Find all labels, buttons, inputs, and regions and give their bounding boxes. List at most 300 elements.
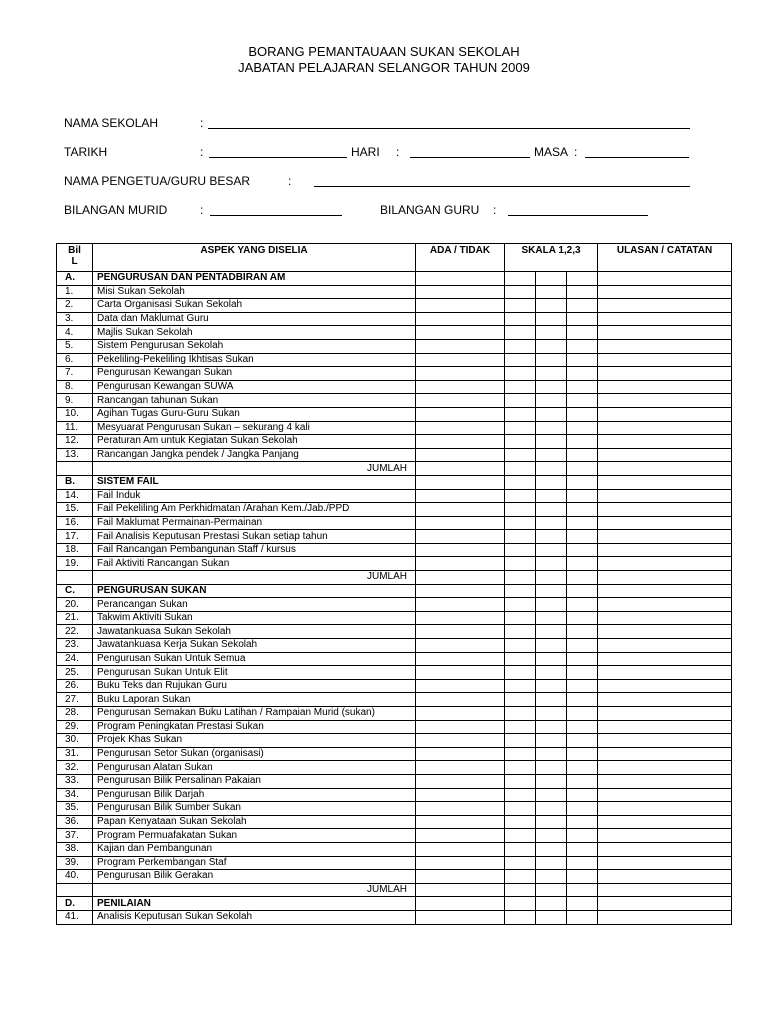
skala-2-cell[interactable] [536,693,567,707]
item-number: 12. [57,435,93,449]
item-aspect: Data dan Maklumat Guru [93,312,416,326]
ada-tidak-cell[interactable] [416,856,505,870]
skala-1-cell[interactable] [505,380,536,394]
skala-1-cell[interactable] [505,516,536,530]
skala-1-cell[interactable] [505,571,536,585]
ulasan-cell[interactable] [598,625,732,639]
item-number: 39. [57,856,93,870]
ulasan-cell[interactable] [598,543,732,557]
item-aspect: Pengurusan Bilik Persalinan Pakaian [93,774,416,788]
table-row [57,435,732,449]
nama-pengetua-field[interactable] [314,186,690,187]
skala-1-cell[interactable] [505,435,536,449]
ada-tidak-cell[interactable] [416,462,505,476]
ulasan-cell[interactable] [598,910,732,924]
skala-1-cell[interactable] [505,557,536,571]
skala-3-cell[interactable] [567,707,598,721]
ada-tidak-cell[interactable] [416,571,505,585]
skala-2-cell[interactable] [536,435,567,449]
skala-3-cell[interactable] [567,584,598,598]
skala-2-cell[interactable] [536,421,567,435]
skala-3-cell[interactable] [567,788,598,802]
ada-tidak-cell[interactable] [416,761,505,775]
skala-1-cell[interactable] [505,394,536,408]
skala-3-cell[interactable] [567,598,598,612]
ulasan-cell[interactable] [598,435,732,449]
item-aspect: Pengurusan Sukan Untuk Elit [93,666,416,680]
ulasan-cell[interactable] [598,707,732,721]
ulasan-header: ULASAN / CATATAN [598,244,732,272]
ada-tidak-cell[interactable] [416,530,505,544]
ada-tidak-cell[interactable] [416,312,505,326]
ada-tidak-cell[interactable] [416,557,505,571]
skala-2-cell[interactable] [536,611,567,625]
skala-1-cell[interactable] [505,503,536,517]
skala-1-cell[interactable] [505,693,536,707]
ada-tidak-cell[interactable] [416,870,505,884]
skala-2-cell[interactable] [536,761,567,775]
skala-2-cell[interactable] [536,910,567,924]
skala-3-cell[interactable] [567,639,598,653]
ulasan-cell[interactable] [598,326,732,340]
item-number: 17. [57,530,93,544]
skala-2-cell[interactable] [536,625,567,639]
skala-1-cell[interactable] [505,815,536,829]
skala-1-cell[interactable] [505,285,536,299]
skala-2-cell[interactable] [536,353,567,367]
skala-2-cell[interactable] [536,339,567,353]
skala-1-cell[interactable] [505,802,536,816]
skala-1-cell[interactable] [505,462,536,476]
skala-3-cell[interactable] [567,679,598,693]
skala-3-cell[interactable] [567,530,598,544]
skala-2-cell[interactable] [536,856,567,870]
item-aspect: Fail Pekeliling Am Perkhidmatan /Arahan Kem./Jab./PPD [93,503,416,517]
ada-tidak-cell[interactable] [416,326,505,340]
ada-tidak-cell[interactable] [416,625,505,639]
ulasan-cell[interactable] [598,272,732,286]
skala-2-cell[interactable] [536,462,567,476]
ada-tidak-cell[interactable] [416,435,505,449]
skala-3-cell[interactable] [567,326,598,340]
item-aspect: Program Peningkatan Prestasi Sukan [93,720,416,734]
skala-1-cell[interactable] [505,353,536,367]
skala-2-cell[interactable] [536,774,567,788]
skala-1-cell[interactable] [505,339,536,353]
ulasan-cell[interactable] [598,339,732,353]
skala-1-cell[interactable] [505,734,536,748]
ulasan-cell[interactable] [598,802,732,816]
table-row [57,625,732,639]
ulasan-cell[interactable] [598,285,732,299]
skala-2-cell[interactable] [536,380,567,394]
ada-tidak-cell[interactable] [416,679,505,693]
ada-tidak-cell[interactable] [416,285,505,299]
skala-2-cell[interactable] [536,394,567,408]
ulasan-cell[interactable] [598,557,732,571]
skala-1-cell[interactable] [505,598,536,612]
bilangan-guru-field[interactable] [508,215,648,216]
skala-3-cell[interactable] [567,503,598,517]
skala-1-cell[interactable] [505,883,536,897]
item-aspect: Fail Maklumat Permainan-Permainan [93,516,416,530]
form-header [0,44,768,76]
skala-3-cell[interactable] [567,516,598,530]
ulasan-cell[interactable] [598,380,732,394]
ulasan-cell[interactable] [598,883,732,897]
ada-tidak-cell[interactable] [416,897,505,911]
skala-1-cell[interactable] [505,856,536,870]
skala-1-cell[interactable] [505,326,536,340]
ulasan-cell[interactable] [598,421,732,435]
bilangan-murid-field[interactable] [210,215,342,216]
skala-2-cell[interactable] [536,503,567,517]
ulasan-cell[interactable] [598,394,732,408]
ada-tidak-cell[interactable] [416,747,505,761]
skala-2-cell[interactable] [536,367,567,381]
item-number: 5. [57,339,93,353]
skala-1-cell[interactable] [505,720,536,734]
ada-tidak-header: ADA / TIDAK [416,244,505,272]
table-row [57,788,732,802]
masa-field[interactable] [585,157,689,158]
item-aspect: Pengurusan Bilik Sumber Sukan [93,802,416,816]
skala-1-cell[interactable] [505,421,536,435]
ulasan-cell[interactable] [598,788,732,802]
table-row [57,652,732,666]
ada-tidak-cell[interactable] [416,611,505,625]
skala-2-cell[interactable] [536,747,567,761]
skala-2-cell[interactable] [536,883,567,897]
skala-2-cell[interactable] [536,448,567,462]
skala-1-cell[interactable] [505,829,536,843]
ada-tidak-cell[interactable] [416,584,505,598]
ulasan-cell[interactable] [598,448,732,462]
ulasan-cell[interactable] [598,679,732,693]
ada-tidak-cell[interactable] [416,367,505,381]
skala-1-cell[interactable] [505,407,536,421]
ada-tidak-cell[interactable] [416,380,505,394]
skala-2-cell[interactable] [536,734,567,748]
skala-3-cell[interactable] [567,462,598,476]
skala-2-cell[interactable] [536,788,567,802]
skala-3-cell[interactable] [567,856,598,870]
skala-1-cell[interactable] [505,707,536,721]
skala-3-cell[interactable] [567,557,598,571]
item-number: 22. [57,625,93,639]
item-number: 37. [57,829,93,843]
ada-tidak-cell[interactable] [416,910,505,924]
colon: : [200,116,204,130]
skala-3-cell[interactable] [567,435,598,449]
skala-3-cell[interactable] [567,367,598,381]
skala-1-cell[interactable] [505,679,536,693]
skala-3-cell[interactable] [567,448,598,462]
item-aspect: Fail Aktiviti Rancangan Sukan [93,557,416,571]
ulasan-cell[interactable] [598,693,732,707]
skala-3-cell[interactable] [567,652,598,666]
ada-tidak-cell[interactable] [416,272,505,286]
item-number: 24. [57,652,93,666]
ulasan-cell[interactable] [598,815,732,829]
skala-2-cell[interactable] [536,312,567,326]
table-row [57,639,732,653]
skala-2-cell[interactable] [536,299,567,313]
skala-2-cell[interactable] [536,666,567,680]
ulasan-cell[interactable] [598,829,732,843]
ada-tidak-cell[interactable] [416,802,505,816]
item-number: 2. [57,299,93,313]
item-aspect: Perancangan Sukan [93,598,416,612]
tarikh-label: TARIKH [64,145,108,159]
skala-2-cell[interactable] [536,543,567,557]
ada-tidak-cell[interactable] [416,720,505,734]
item-aspect: Fail Induk [93,489,416,503]
skala-1-cell[interactable] [505,747,536,761]
ulasan-cell[interactable] [598,842,732,856]
skala-1-cell[interactable] [505,897,536,911]
skala-2-cell[interactable] [536,489,567,503]
skala-2-cell[interactable] [536,679,567,693]
table-row [57,448,732,462]
skala-3-cell[interactable] [567,897,598,911]
ulasan-cell[interactable] [598,734,732,748]
skala-2-cell[interactable] [536,842,567,856]
skala-2-cell[interactable] [536,815,567,829]
ada-tidak-cell[interactable] [416,707,505,721]
ulasan-cell[interactable] [598,312,732,326]
ulasan-cell[interactable] [598,747,732,761]
skala-2-cell[interactable] [536,897,567,911]
skala-3-cell[interactable] [567,802,598,816]
skala-3-cell[interactable] [567,829,598,843]
skala-1-cell[interactable] [505,543,536,557]
ada-tidak-cell[interactable] [416,353,505,367]
ada-tidak-cell[interactable] [416,448,505,462]
skala-2-cell[interactable] [536,475,567,489]
item-aspect: Pengurusan Bilik Darjah [93,788,416,802]
ulasan-cell[interactable] [598,666,732,680]
ada-tidak-cell[interactable] [416,407,505,421]
section-letter: A. [57,272,93,286]
skala-1-cell[interactable] [505,611,536,625]
ada-tidak-cell[interactable] [416,475,505,489]
skala-1-cell[interactable] [505,761,536,775]
ulasan-cell[interactable] [598,299,732,313]
skala-1-cell[interactable] [505,299,536,313]
ada-tidak-cell[interactable] [416,842,505,856]
section-letter: C. [57,584,93,598]
skala-2-cell[interactable] [536,802,567,816]
ulasan-cell[interactable] [598,353,732,367]
skala-3-cell[interactable] [567,339,598,353]
skala-2-cell[interactable] [536,285,567,299]
skala-3-cell[interactable] [567,842,598,856]
item-number: 25. [57,666,93,680]
table-row [57,421,732,435]
nama-sekolah-field[interactable] [208,128,690,129]
skala-3-cell[interactable] [567,489,598,503]
ulasan-cell[interactable] [598,870,732,884]
item-number: 3. [57,312,93,326]
ada-tidak-cell[interactable] [416,774,505,788]
skala-3-cell[interactable] [567,394,598,408]
skala-3-cell[interactable] [567,870,598,884]
skala-1-cell[interactable] [505,475,536,489]
ada-tidak-cell[interactable] [416,788,505,802]
skala-1-cell[interactable] [505,367,536,381]
skala-3-cell[interactable] [567,421,598,435]
skala-2-cell[interactable] [536,652,567,666]
ada-tidak-cell[interactable] [416,883,505,897]
item-aspect: Analisis Keputusan Sukan Sekolah [93,910,416,924]
jumlah-label: JUMLAH [93,571,416,585]
skala-3-cell[interactable] [567,543,598,557]
skala-3-cell[interactable] [567,611,598,625]
ulasan-cell[interactable] [598,774,732,788]
skala-1-cell[interactable] [505,639,536,653]
ulasan-cell[interactable] [598,598,732,612]
ada-tidak-cell[interactable] [416,503,505,517]
item-aspect: Pekeliling-Pekeliling Ikhtisas Sukan [93,353,416,367]
form-title-line-2: JABATAN PELAJARAN SELANGOR TAHUN 2009 [238,60,530,75]
ulasan-cell[interactable] [598,462,732,476]
skala-1-cell[interactable] [505,312,536,326]
bilangan-guru-label: BILANGAN GURU [380,203,480,217]
ada-tidak-cell[interactable] [416,829,505,843]
ulasan-cell[interactable] [598,761,732,775]
skala-1-cell[interactable] [505,842,536,856]
skala-1-cell[interactable] [505,666,536,680]
ada-tidak-cell[interactable] [416,516,505,530]
ada-tidak-cell[interactable] [416,598,505,612]
jumlah-label: JUMLAH [93,462,416,476]
table-row [57,516,732,530]
skala-1-cell[interactable] [505,625,536,639]
skala-3-cell[interactable] [567,285,598,299]
ada-tidak-cell[interactable] [416,652,505,666]
item-number: 15. [57,503,93,517]
ada-tidak-cell[interactable] [416,394,505,408]
skala-3-cell[interactable] [567,815,598,829]
ulasan-cell[interactable] [598,611,732,625]
skala-3-cell[interactable] [567,625,598,639]
ada-tidak-cell[interactable] [416,543,505,557]
skala-1-cell[interactable] [505,774,536,788]
ada-tidak-cell[interactable] [416,666,505,680]
section-title: PENILAIAN [93,897,416,911]
hari-label: HARI [351,145,380,159]
ada-tidak-cell[interactable] [416,489,505,503]
item-aspect: Sistem Pengurusan Sekolah [93,339,416,353]
skala-2-cell[interactable] [536,530,567,544]
skala-2-cell[interactable] [536,557,567,571]
skala-3-cell[interactable] [567,475,598,489]
skala-3-cell[interactable] [567,910,598,924]
ulasan-cell[interactable] [598,489,732,503]
skala-3-cell[interactable] [567,272,598,286]
ada-tidak-cell[interactable] [416,639,505,653]
ada-tidak-cell[interactable] [416,299,505,313]
skala-3-cell[interactable] [567,720,598,734]
skala-3-cell[interactable] [567,407,598,421]
skala-3-cell[interactable] [567,734,598,748]
skala-1-cell[interactable] [505,910,536,924]
ulasan-cell[interactable] [598,367,732,381]
skala-2-cell[interactable] [536,584,567,598]
table-row [57,367,732,381]
skala-2-cell[interactable] [536,707,567,721]
ada-tidak-cell[interactable] [416,421,505,435]
table-row [57,312,732,326]
ulasan-cell[interactable] [598,407,732,421]
skala-2-cell[interactable] [536,571,567,585]
ada-tidak-cell[interactable] [416,815,505,829]
skala-2-cell[interactable] [536,639,567,653]
ada-tidak-cell[interactable] [416,339,505,353]
skala-2-cell[interactable] [536,598,567,612]
ulasan-cell[interactable] [598,720,732,734]
table-row [57,299,732,313]
skala-2-cell[interactable] [536,829,567,843]
skala-1-cell[interactable] [505,870,536,884]
skala-3-cell[interactable] [567,666,598,680]
ada-tidak-cell[interactable] [416,734,505,748]
ulasan-cell[interactable] [598,639,732,653]
skala-3-cell[interactable] [567,774,598,788]
tarikh-field[interactable] [209,157,347,158]
skala-1-cell[interactable] [505,272,536,286]
hari-field[interactable] [410,157,530,158]
ulasan-cell[interactable] [598,856,732,870]
ulasan-cell[interactable] [598,652,732,666]
skala-2-cell[interactable] [536,516,567,530]
skala-1-cell[interactable] [505,530,536,544]
ulasan-cell[interactable] [598,584,732,598]
skala-3-cell[interactable] [567,571,598,585]
skala-3-cell[interactable] [567,883,598,897]
skala-1-cell[interactable] [505,788,536,802]
ulasan-cell[interactable] [598,516,732,530]
skala-1-cell[interactable] [505,489,536,503]
skala-3-cell[interactable] [567,312,598,326]
ulasan-cell[interactable] [598,571,732,585]
skala-1-cell[interactable] [505,652,536,666]
ulasan-cell[interactable] [598,530,732,544]
table-row [57,380,732,394]
skala-3-cell[interactable] [567,747,598,761]
skala-3-cell[interactable] [567,353,598,367]
skala-3-cell[interactable] [567,380,598,394]
nama-pengetua-label: NAMA PENGETUA/GURU BESAR [64,174,251,188]
nama-sekolah-label: NAMA SEKOLAH [64,116,159,130]
ada-tidak-cell[interactable] [416,693,505,707]
skala-2-cell[interactable] [536,870,567,884]
skala-2-cell[interactable] [536,720,567,734]
table-row [57,285,732,299]
skala-2-cell[interactable] [536,272,567,286]
ulasan-cell[interactable] [598,503,732,517]
skala-1-cell[interactable] [505,584,536,598]
skala-1-cell[interactable] [505,448,536,462]
skala-3-cell[interactable] [567,761,598,775]
skala-3-cell[interactable] [567,693,598,707]
skala-2-cell[interactable] [536,326,567,340]
skala-2-cell[interactable] [536,407,567,421]
skala-3-cell[interactable] [567,299,598,313]
ulasan-cell[interactable] [598,475,732,489]
ulasan-cell[interactable] [598,897,732,911]
